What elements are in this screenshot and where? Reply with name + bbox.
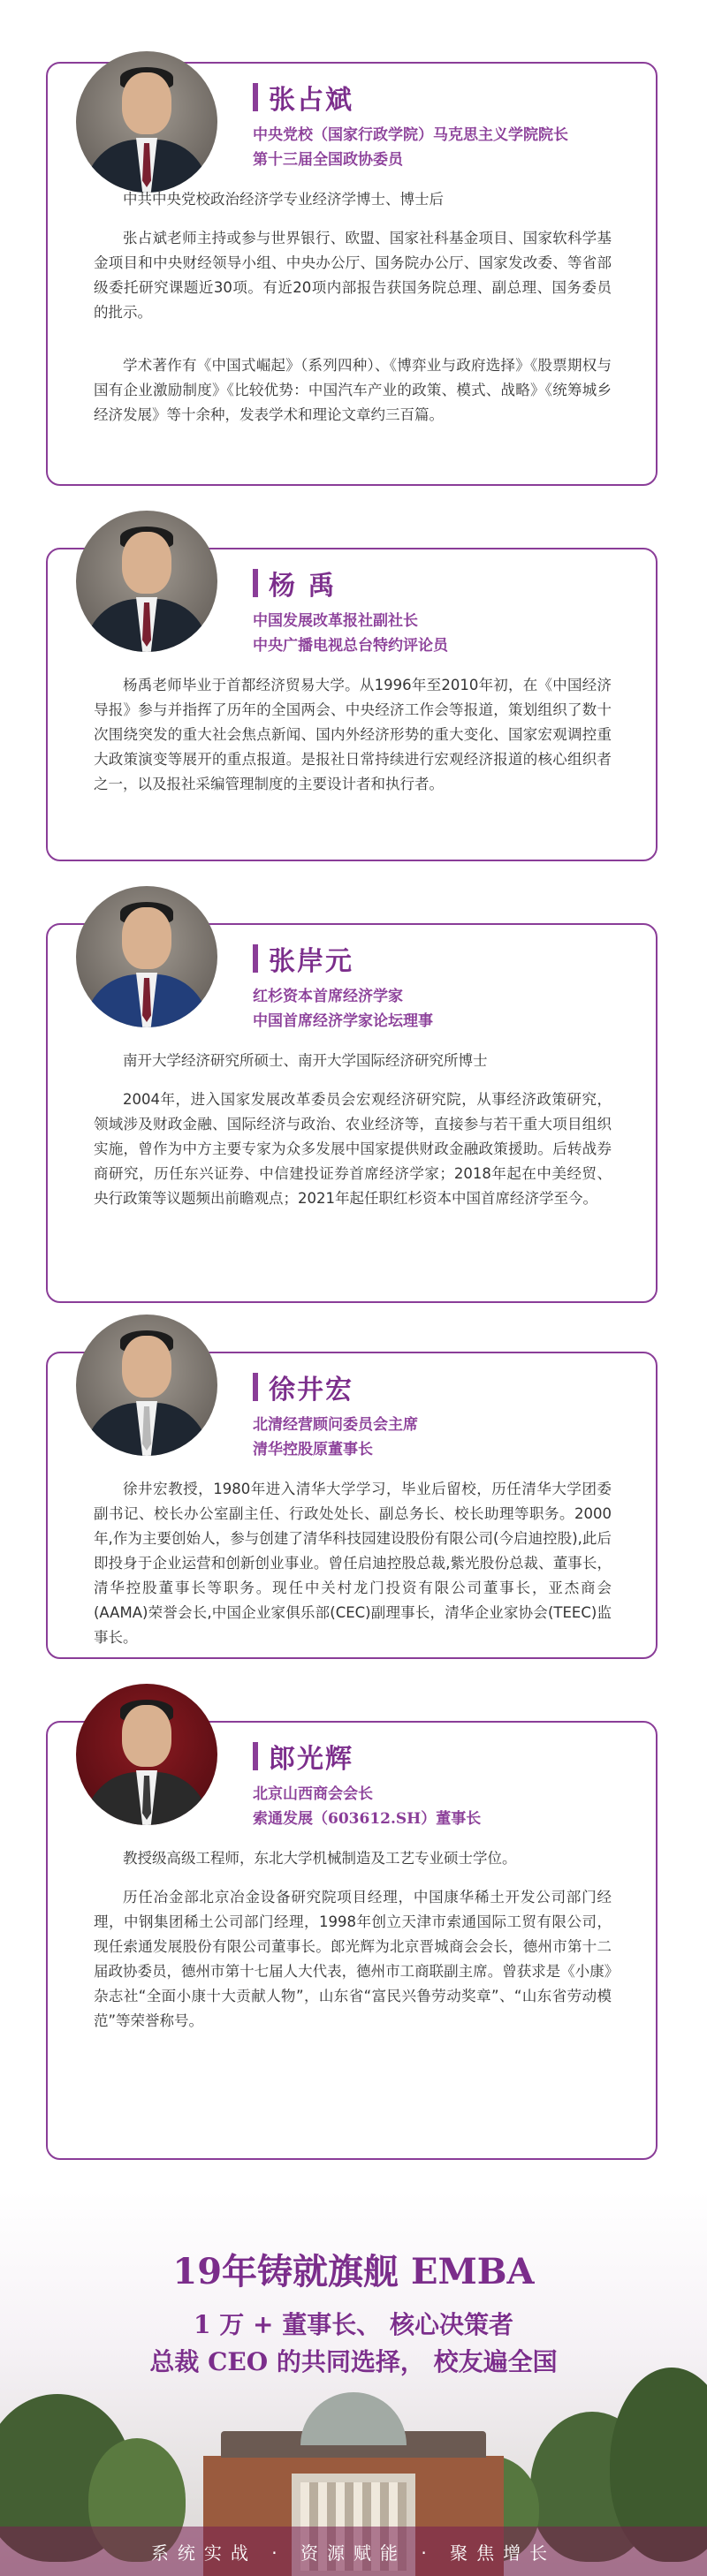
footer-banner — [0, 2191, 707, 2576]
profile-paragraph: 学术著作有《中国式崛起》（系列四种）、《博弈业与政府选择》《股票期权与国有企业激励制度》《比较优势：中国汽车产业的政策、模式、战略》《统筹城乡经济发展》等十余种，发表学术和理论文章约三百篇。 — [94, 357, 612, 423]
profile-card — [46, 62, 658, 486]
profile-paragraph: 教授级高级工程师，东北大学机械制造及工艺专业硕士学位。 — [123, 1850, 517, 1867]
profile-card — [46, 548, 658, 861]
profile-title: 北京山西商会会长 — [253, 1785, 373, 1803]
profile-paragraph: 徐井宏教授，1980年进入清华大学学习，毕业后留校，历任清华大学团委副书记、校长办公室副主任、行政处处长、副总务长、校长助理等职务。2000年,作为主要创始人，参与创建了清华科技园建设股份有限公司(今启迪控股),此后即投身于企业运营和创新创业事业。曾任启迪控股总裁,紫光股份总裁、董事长，清华控股董事长等职务。现任中关村龙门投资有限公司董事长，亚杰商会(AAMA)荣誉会长,中国企业家俱乐部(CEC)副理事长，清华企业家协会(TEEC)监事长。 — [94, 1481, 612, 1646]
profile-paragraph: 张占斌老师主持或参与世界银行、欧盟、国家社科基金项目、国家软科学基金项目和中央财经领导小组、中央办公厅、国务院办公厅、国家发改委、等省部级委托研究课题近30项。有近20项内部报告获国务院总理、副总理、国务委员的批示。 — [94, 230, 612, 321]
footer-subtitle: 1 万 + 董事长、 核心决策者 — [194, 2310, 513, 2339]
profile-name: 郎光辉 — [269, 1744, 354, 1775]
profile-title: 中央党校（国家行政学院）马克思主义学院院长 — [253, 126, 568, 144]
name-bar — [253, 1373, 258, 1401]
profile-title: 北清经营顾问委员会主席 — [253, 1416, 418, 1434]
profile-name: 徐井宏 — [269, 1375, 354, 1405]
footer-title: 19年铸就旗舰 EMBA — [172, 2251, 535, 2292]
profile-title: 第十三届全国政协委员 — [253, 151, 403, 169]
profile-title: 中国首席经济学家论坛理事 — [253, 1012, 433, 1030]
avatar — [76, 511, 217, 652]
profile-paragraph: 中共中央党校政治经济学专业经济学博士、博士后 — [123, 191, 444, 208]
profile-name: 杨 禹 — [269, 571, 337, 602]
profile-paragraph: 2004年，进入国家发展改革委员会宏观经济研究院，从事经济政策研究，领域涉及财政金融、国际经济与政治、农业经济等，直接参与若干重大项目组织实施，曾作为中方主要专家为众多发展中国家提供财政金融政策援助。后转战券商研究，历任东兴证券、中信建投证券首席经济学家；2018年起在中美经贸、央行政策等议题频出前瞻观点；2021年起任职红杉资本中国首席经济学至今。 — [94, 1091, 612, 1207]
avatar — [76, 1315, 217, 1456]
profile-card — [46, 1352, 658, 1659]
profile-title: 中央广播电视总台特约评论员 — [253, 637, 448, 655]
footer-tagline: 系统实战 · 资源赋能 · 聚焦增长 — [150, 2542, 557, 2564]
profile-title: 红杉资本首席经济学家 — [253, 988, 403, 1005]
avatar — [76, 886, 217, 1027]
building-dome — [300, 2392, 407, 2445]
profile-card — [46, 1721, 658, 2160]
profile-card — [46, 923, 658, 1303]
name-bar — [253, 83, 258, 111]
profile-title: 中国发展改革报社副社长 — [253, 612, 418, 630]
profile-title: 清华控股原董事长 — [253, 1441, 373, 1458]
profile-title: 索通发展（603612.SH）董事长 — [253, 1810, 482, 1828]
name-bar — [253, 944, 258, 973]
profile-name: 张占斌 — [269, 85, 354, 116]
avatar — [76, 51, 217, 193]
profile-paragraph: 历任冶金部北京冶金设备研究院项目经理，中国康华稀土开发公司部门经理，中钢集团稀土公司部门经理，1998年创立天津市索通国际工贸有限公司，现任索通发展股份有限公司董事长。郎光辉为北京晋城商会会长，德州市第十二届政协委员，德州市第十七届人大代表，德州市工商联副主席。曾获求是《小康》杂志社“全面小康十大贡献人物”，山东省“富民兴鲁劳动奖章”、“山东省劳动模范”等荣誉称号。 — [94, 1889, 612, 2029]
profile-name: 张岸元 — [269, 946, 354, 977]
footer-subtitle: 总裁 CEO 的共同选择， 校友遍全国 — [149, 2347, 558, 2376]
avatar — [76, 1684, 217, 1825]
name-bar — [253, 569, 258, 597]
name-bar — [253, 1742, 258, 1770]
profile-paragraph: 南开大学经济研究所硕士、南开大学国际经济研究所博士 — [123, 1052, 488, 1069]
profile-paragraph: 杨禹老师毕业于首都经济贸易大学。从1996年至2010年初，在《中国经济导报》参与并指挥了历年的全国两会、中央经济工作会等报道，策划组织了数十次围绕突发的重大社会焦点新闻、国内外经济形势的重大变化、国家宏观调控重大政策演变等展开的重点报道。是报社日常持续进行宏观经济报道的核心组织者之一，以及报社采编管理制度的主要设计者和执行者。 — [94, 677, 612, 792]
